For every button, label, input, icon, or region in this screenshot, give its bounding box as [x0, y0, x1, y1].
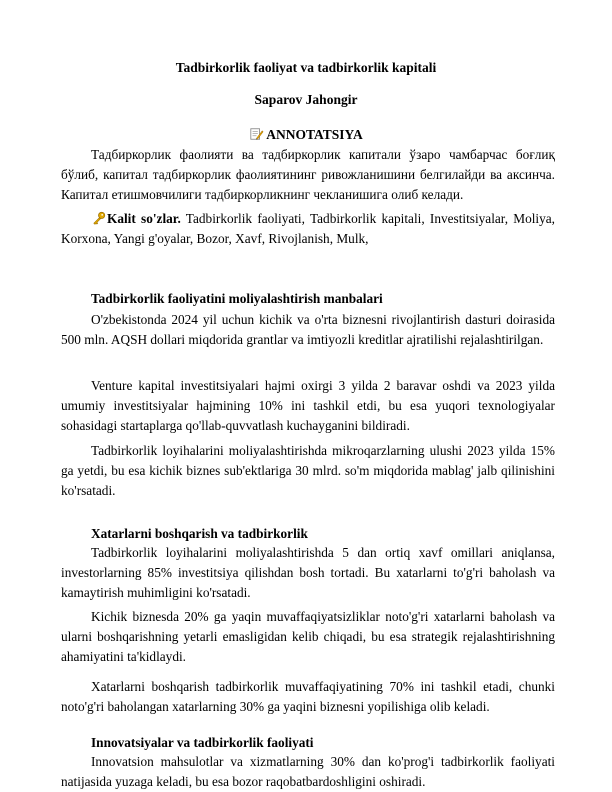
section-risks-paragraph-2: Kichik biznesda 20% ga yaqin muvaffaqiyatsizliklar noto'g'ri xatarlarni baholash va ularni boshqarishning yetarli emasligidan kelib chiqadi, bu esa strategik rejalashtirishning ahamiyatini ta'kidlaydi. — [61, 609, 555, 664]
annotation-text: Тадбиркорлик фаолияти ва тадбиркорлик капитали ўзаро чамбарчас боғлиқ бўлиб, капитал тадбиркорлик фаолиятининг ривожланишини белгилайди ва аксинча. Капитал етишмовчилиги тадбиркорликнинг чекланишига олиб келади. — [61, 147, 555, 202]
section-heading-innovation: Innovatsiyalar va tadbirkorlik faoliyati — [91, 735, 314, 750]
section-risks-paragraph-1: Tadbirkorlik loyihalarini moliyalashtirishda 5 dan ortiq xavf omillari aniqlansa, investorlarning 85% investitsiya qilishdan bosh tortadi. Bu xatarlarni to'g'ri baholash va kamaytirish muhimligini ko'rsatadi. — [61, 545, 555, 600]
keywords-label: Kalit so'zlar. — [107, 211, 181, 226]
section-financing-paragraph-2: Venture kapital investitsiyalari hajmi oxirgi 3 yilda 2 baravar oshdi va 2023 yilda umumiy investitsiyalar hajmining 10% ini tashkil etdi, bu esa yuqori texnologiyalar sohasidagi startaplarga qo'llab-quvvatlash kuchayganini bildiradi. — [61, 378, 555, 433]
section-financing-paragraph-3: Tadbirkorlik loyihalarini moliyalashtirishda mikroqarzlarning ulushi 2023 yilda 15% ga yetdi, bu esa kichik biznes sub'ektlariga 30 mlrd. so'm miqdorida mablag' jalb qilinishini ko'rsatadi. — [61, 443, 555, 498]
keywords-text: Tadbirkorlik faoliyati, Tadbirkorlik kapitali, Investitsiyalar, Moliya, Korxona, Yangi g'oyalar, Bozor, Xavf, Rivojlanish, Mulk, — [61, 211, 555, 246]
keywords-paragraph — [61, 209, 555, 249]
key-icon — [91, 211, 107, 225]
document-title: Tadbirkorlik faoliyat va tadbirkorlik kapitali — [175, 60, 437, 75]
author-name: Saparov Jahongir — [254, 92, 358, 107]
section-heading-risks: Xatarlarni boshqarish va tadbirkorlik — [91, 526, 308, 541]
section-financing-paragraph-1: O'zbekistonda 2024 yil uchun kichik va o'rta biznesni rivojlantirish dasturi doirasida 500 mln. AQSH dollari miqdorida grantlar va imtiyozli kreditlar ajratilishi rejalashtirilgan. — [61, 312, 555, 347]
memo-icon — [249, 127, 264, 141]
section-heading-financing: Tadbirkorlik faoliyatini moliyalashtirish manbalari — [91, 291, 383, 306]
section-risks-paragraph-3: Xatarlarni boshqarish tadbirkorlik muvaffaqiyatining 70% ini tashkil etadi, chunki noto'g'ri baholangan xatarlarning 30% ga yaqini biznesni yopilishiga olib keladi. — [61, 679, 555, 714]
section-innovation-paragraph-1: Innovatsion mahsulotlar va xizmatlarning 30% dan ko'prog'i tadbirkorlik faoliyati natijasida yuzaga keladi, bu esa bozor raqobatbardoshligini oshiradi. — [61, 754, 555, 789]
annotation-heading — [0, 127, 612, 143]
annotation-heading-text: ANNOTATSIYA — [266, 127, 363, 142]
